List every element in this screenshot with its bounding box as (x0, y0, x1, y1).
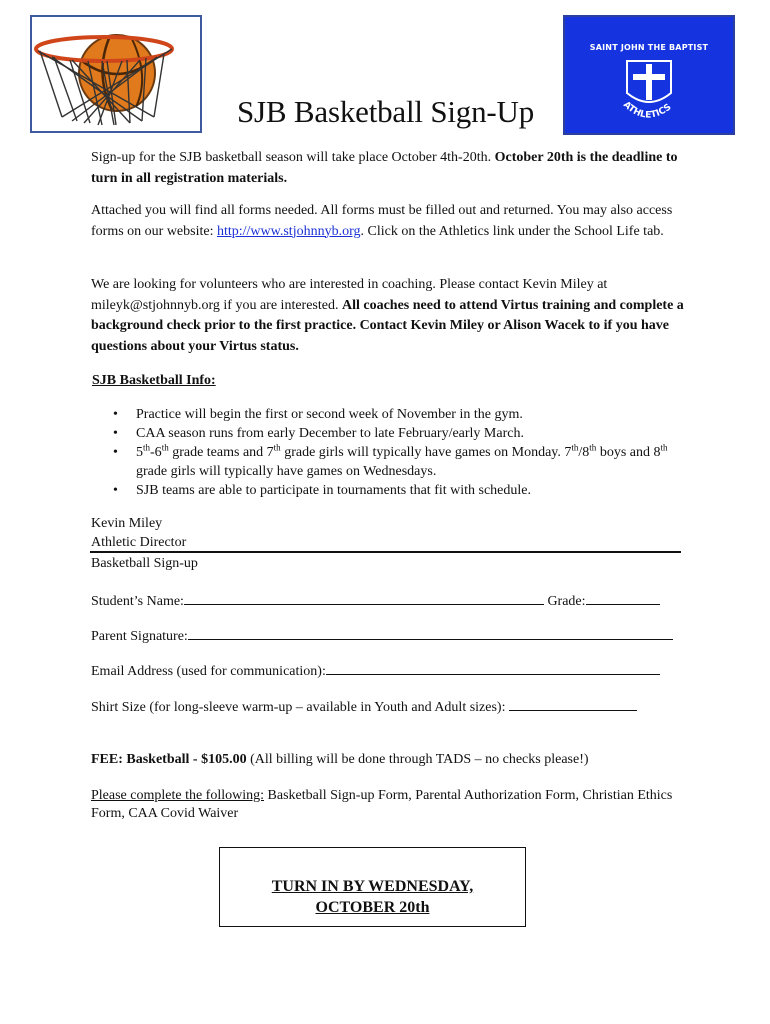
email-row (91, 662, 660, 680)
form-section-title: Basketball Sign-up (91, 556, 198, 571)
turn-in-line-1: TURN IN BY WEDNESDAY, (271, 878, 474, 895)
intro-paragraph-1 (91, 148, 691, 189)
p1-text: Sign-up for the SJB basketball season will take place October 4th-20th. (91, 150, 495, 165)
grade-label: Grade: (543, 594, 586, 609)
student-name-label: Student’s Name: (91, 594, 184, 609)
bullet-icon: • (113, 426, 118, 441)
parent-signature-field[interactable] (188, 627, 673, 640)
p2-text-b: . Click on the Athletics link under the School Life tab. (360, 223, 664, 239)
deadline-text: October 20th is the deadline to turn in all registration materials. (91, 150, 678, 186)
fee-amount: FEE: Basketball - $105.00 (91, 752, 247, 767)
intro-paragraph-2 (91, 201, 691, 242)
svg-text:ATHLETICS: ATHLETICS (621, 99, 674, 121)
list-item-text: SJB teams are able to participate in tournaments that fit with schedule. (136, 483, 532, 498)
section-divider (90, 551, 681, 553)
parent-signature-row (91, 627, 673, 645)
student-name-field[interactable] (184, 592, 544, 605)
list-item-text: CAA season runs from early December to late February/early March. (136, 426, 524, 441)
shirt-size-row (91, 698, 637, 716)
turn-in-box (219, 847, 526, 927)
student-name-row (91, 592, 660, 610)
bullet-icon: • (113, 407, 118, 422)
p3-text: We are looking for volunteers who are interested in coaching. Please contact Kevin Miley at mileyk@stjohnnyb.org if you are interested. (91, 277, 608, 313)
grade-field[interactable] (586, 592, 660, 605)
forms-list: Basketball Sign-up Form, Parental Authorization Form, Christian Ethics Form, CAA Covid Waiver (91, 788, 673, 821)
complete-forms-note (91, 787, 691, 823)
bullet-icon: • (113, 483, 118, 498)
complete-label: Please complete the following: (91, 788, 265, 803)
bullet-icon: • (113, 445, 118, 460)
logo-arc-text (565, 17, 733, 133)
website-link[interactable]: http://www.stjohnnyb.org (216, 223, 361, 239)
signer-role: Athletic Director (91, 535, 187, 550)
info-heading: SJB Basketball Info: (92, 373, 216, 388)
email-label: Email Address (used for communication): (91, 664, 326, 679)
page-title: SJB Basketball Sign-Up (237, 94, 535, 129)
turn-in-line-2: OCTOBER 20th (315, 899, 430, 916)
basketball-hoop-icon (32, 17, 200, 131)
list-item (113, 481, 693, 500)
parent-signature-label: Parent Signature: (91, 629, 188, 644)
fee-line (91, 752, 589, 768)
email-field[interactable] (326, 662, 660, 675)
coach-requirements-text: All coaches need to attend Virtus training and complete a background check prior to the first practice. Contact Kevin Miley or Alison Wacek to if you have questions about your Virtus status. (91, 297, 684, 354)
list-item (113, 443, 693, 481)
list-item-text: 5th-6th grade teams and 7th grade girls will typically have games on Monday. 7th/8th boys and 8th grade girls will typically have games on Wednesdays. (136, 442, 668, 479)
shirt-size-field[interactable] (509, 698, 637, 711)
logo-top-text: SAINT JOHN THE BAPTIST (589, 43, 709, 52)
p2-text-a: Attached you will find all forms needed. All forms must be filled out and returned. You may also access forms on our website: (91, 203, 673, 239)
shirt-size-label: Shirt Size (for long-sleeve warm-up – available in Youth and Adult sizes): (91, 700, 509, 715)
intro-paragraph-3 (91, 275, 691, 357)
list-item (113, 424, 693, 443)
info-list (113, 405, 693, 500)
list-item-text: Practice will begin the first or second week of November in the gym. (136, 407, 523, 422)
turn-in-text (220, 876, 525, 918)
list-item (113, 405, 693, 424)
basketball-hoop-logo (30, 15, 202, 133)
signer-name: Kevin Miley (91, 516, 163, 531)
athletics-logo (563, 15, 735, 135)
fee-note: (All billing will be done through TADS – no checks please!) (246, 752, 589, 767)
